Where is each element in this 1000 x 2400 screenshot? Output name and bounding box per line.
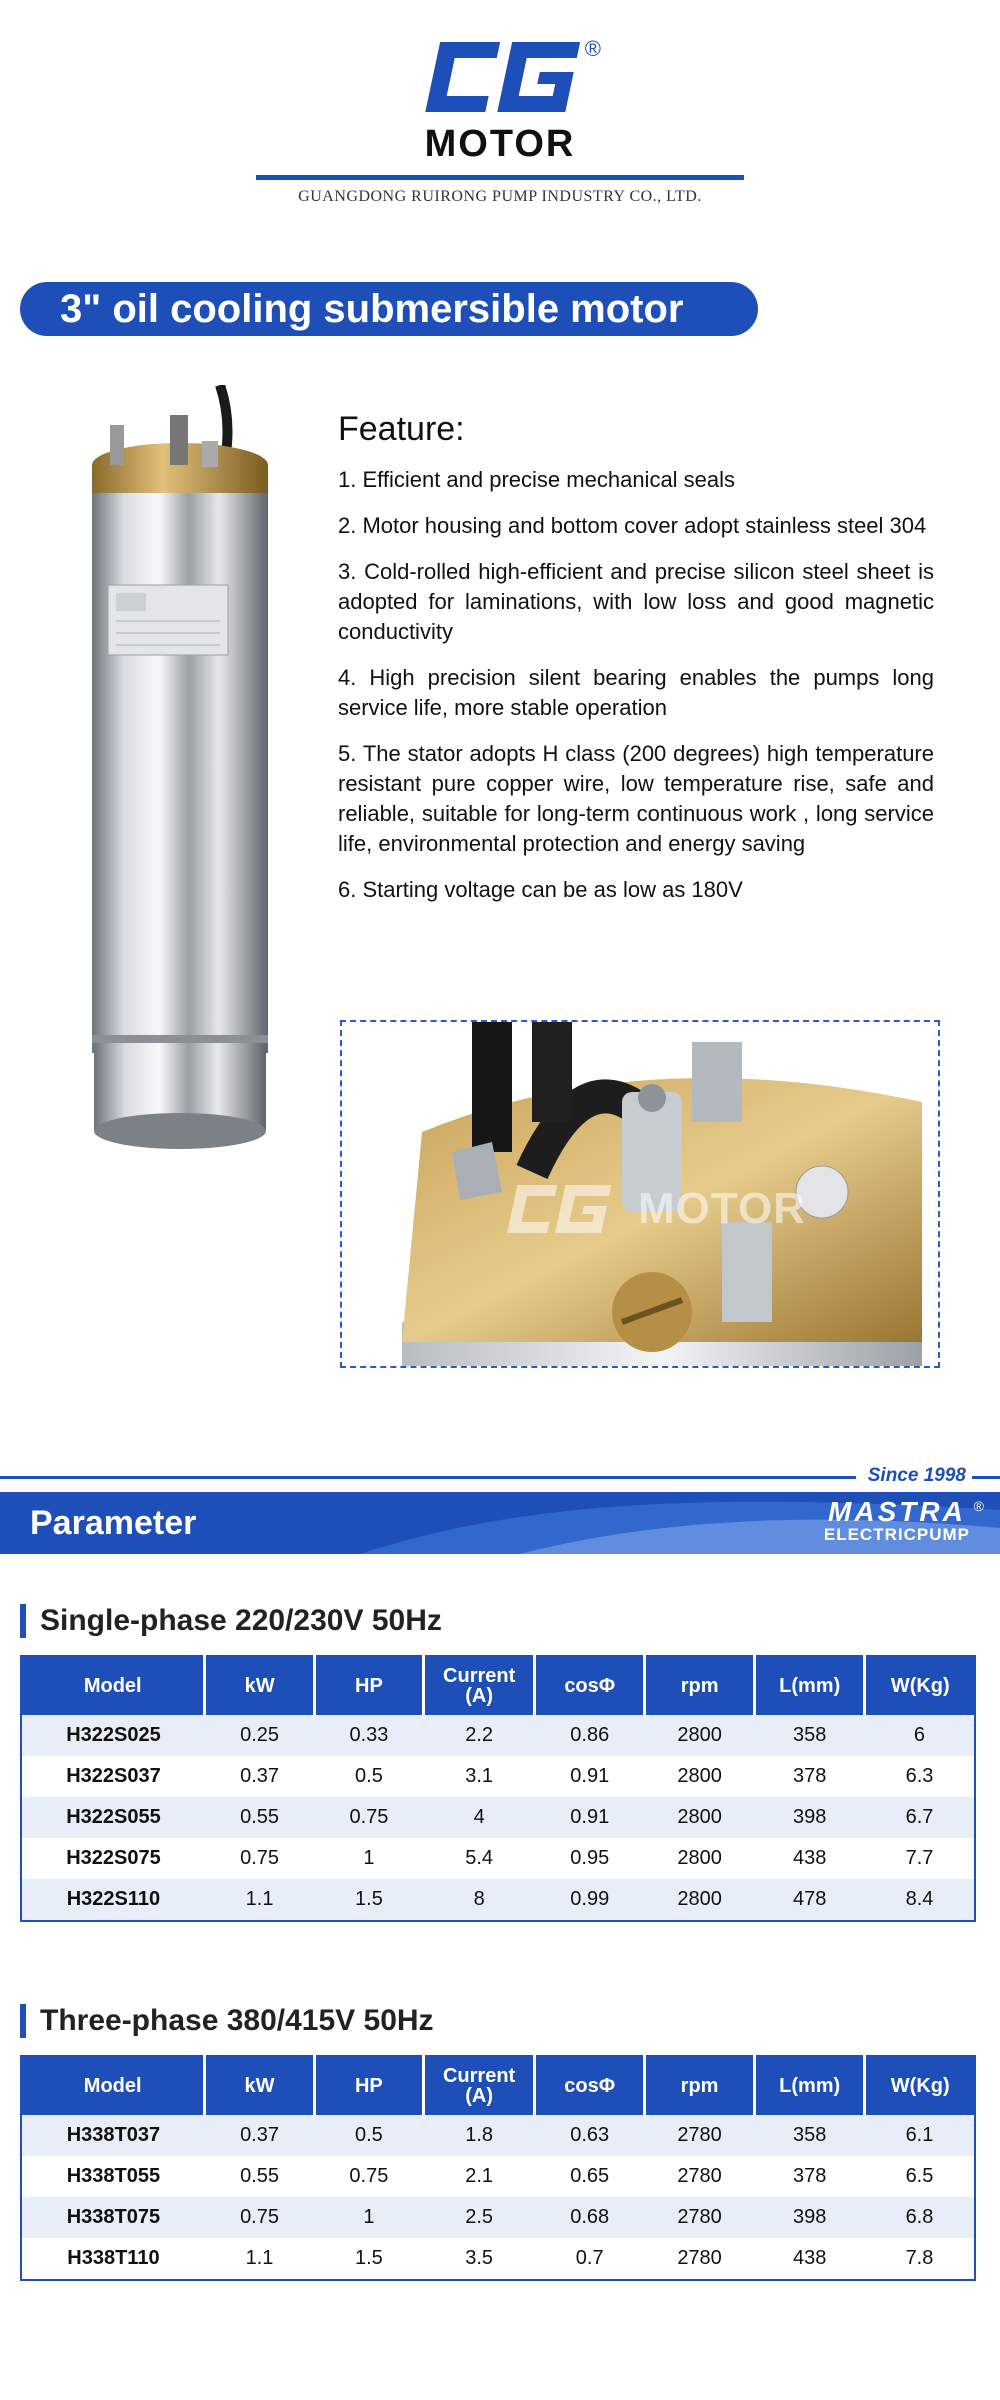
- table-cell: 0.5: [314, 1756, 423, 1797]
- feature-item: 2. Motor housing and bottom cover adopt stainless steel 304: [338, 513, 927, 538]
- model-cell: H322S025: [21, 1715, 205, 1756]
- table-header-row: [21, 2056, 975, 2115]
- table-cell: 0.65: [535, 2156, 645, 2197]
- table-cell: 2780: [645, 2156, 755, 2197]
- table-cell: 1.8: [424, 2115, 535, 2156]
- table-row: [21, 2156, 975, 2197]
- table-cell: 0.99: [535, 1879, 645, 1921]
- since-year: Since 1998: [856, 1465, 972, 1487]
- table-cell: 2800: [645, 1838, 755, 1879]
- table-cell: 1.1: [205, 1879, 314, 1921]
- table-row: [21, 2115, 975, 2156]
- table-cell: 2.1: [424, 2156, 535, 2197]
- table-row: [21, 1797, 975, 1838]
- model-cell: H338T110: [21, 2238, 205, 2280]
- table-cell: 2.5: [424, 2197, 535, 2238]
- feature-item: 5. The stator adopts H class (200 degrees) high temperature resistant pure copper wire, low temperature rise, safe and reliable, suitable for long-term continuous work , long service life, environmental protection and energy saving: [338, 741, 934, 856]
- table-cell: 0.37: [205, 1756, 314, 1797]
- table-cell: 7.8: [865, 2238, 975, 2280]
- column-header: rpm: [645, 2056, 755, 2115]
- column-header: cosΦ: [535, 2056, 645, 2115]
- single-phase-heading: Single-phase 220/230V 50Hz: [20, 1604, 442, 1638]
- feature-heading: Feature:: [338, 410, 465, 448]
- product-title: 3" oil cooling submersible motor: [60, 286, 684, 331]
- mastra-logo-sub: ELECTRICPUMP: [823, 1525, 970, 1544]
- table-cell: 5.4: [424, 1838, 535, 1879]
- table-row: [21, 1838, 975, 1879]
- model-cell: H322S055: [21, 1797, 205, 1838]
- table-cell: 0.68: [535, 2197, 645, 2238]
- table-cell: 6.3: [865, 1756, 975, 1797]
- table-cell: 0.86: [535, 1715, 645, 1756]
- table-cell: 6.1: [865, 2115, 975, 2156]
- mastra-logo-word: MASTRA: [828, 1496, 966, 1527]
- table-cell: 358: [754, 2115, 865, 2156]
- column-header: kW: [205, 2056, 314, 2115]
- column-header: HP: [314, 1656, 423, 1715]
- feature-item: 3. Cold-rolled high-efficient and precise silicon steel sheet is adopted for laminations, with low loss and good magnetic conductivity: [338, 559, 934, 644]
- table-cell: 0.33: [314, 1715, 423, 1756]
- logo-word: MOTOR: [424, 123, 576, 165]
- table-cell: 1: [314, 2197, 423, 2238]
- model-cell: H338T055: [21, 2156, 205, 2197]
- table-cell: 3.5: [424, 2238, 535, 2280]
- motor-image: [80, 385, 280, 1185]
- column-header: Current (A): [424, 2056, 535, 2115]
- table-cell: 2.2: [424, 1715, 535, 1756]
- table-cell: 1: [314, 1838, 423, 1879]
- table-cell: 0.55: [205, 2156, 314, 2197]
- product-title-banner: [20, 282, 758, 336]
- table-cell: 0.75: [314, 1797, 423, 1838]
- table-cell: 2800: [645, 1756, 755, 1797]
- model-cell: H338T037: [21, 2115, 205, 2156]
- watermark: [502, 1182, 806, 1236]
- motor-top-detail-image: [340, 1020, 940, 1368]
- table-cell: 0.95: [535, 1838, 645, 1879]
- column-header: W(Kg): [865, 1656, 975, 1715]
- column-header: W(Kg): [865, 2056, 975, 2115]
- table-row: [21, 2197, 975, 2238]
- table-cell: 0.25: [205, 1715, 314, 1756]
- table-cell: 438: [754, 2238, 865, 2280]
- divider-line: [0, 1476, 1000, 1479]
- company-name: GUANGDONG RUIRONG PUMP INDUSTRY CO., LTD.: [298, 188, 702, 205]
- column-header: kW: [205, 1656, 314, 1715]
- column-header: HP: [314, 2056, 423, 2115]
- table-cell: 0.7: [535, 2238, 645, 2280]
- watermark-logo-icon: [502, 1182, 612, 1236]
- table-cell: 398: [754, 2197, 865, 2238]
- model-cell: H322S075: [21, 1838, 205, 1879]
- column-header: Model: [21, 1656, 205, 1715]
- table-row: [21, 1879, 975, 1921]
- table-cell: 438: [754, 1838, 865, 1879]
- table-cell: 1.1: [205, 2238, 314, 2280]
- table-cell: 2800: [645, 1715, 755, 1756]
- model-cell: H322S110: [21, 1879, 205, 1921]
- table-cell: 6.7: [865, 1797, 975, 1838]
- table-cell: 8: [424, 1879, 535, 1921]
- table-cell: 0.91: [535, 1756, 645, 1797]
- table-cell: 378: [754, 1756, 865, 1797]
- column-header: cosΦ: [535, 1656, 645, 1715]
- table-cell: 378: [754, 2156, 865, 2197]
- table-cell: 7.7: [865, 1838, 975, 1879]
- table-cell: 398: [754, 1797, 865, 1838]
- table-cell: 358: [754, 1715, 865, 1756]
- table-cell: 0.63: [535, 2115, 645, 2156]
- three-phase-table: [20, 2055, 976, 2281]
- table-cell: 3.1: [424, 1756, 535, 1797]
- table-row: [21, 2238, 975, 2280]
- watermark-text: MOTOR: [638, 1184, 806, 1233]
- table-cell: 6.5: [865, 2156, 975, 2197]
- feature-item: 1. Efficient and precise mechanical seals: [338, 467, 736, 492]
- table-cell: 0.5: [314, 2115, 423, 2156]
- table-row: [21, 1715, 975, 1756]
- column-header: Model: [21, 2056, 205, 2115]
- column-header: L(mm): [754, 2056, 865, 2115]
- mastra-logo: [823, 1496, 984, 1544]
- registered-mark: ®: [973, 1498, 984, 1514]
- column-header: rpm: [645, 1656, 755, 1715]
- column-header: L(mm): [754, 1656, 865, 1715]
- table-cell: 0.55: [205, 1797, 314, 1838]
- logo-underline: [256, 175, 744, 180]
- column-header: Current (A): [424, 1656, 535, 1715]
- feature-list: [338, 410, 934, 921]
- parameter-title: Parameter: [30, 1504, 197, 1542]
- table-cell: 0.91: [535, 1797, 645, 1838]
- feature-item: 6. Starting voltage can be as low as 180V: [338, 877, 743, 902]
- table-cell: 8.4: [865, 1879, 975, 1921]
- table-cell: 2780: [645, 2238, 755, 2280]
- table-row: [21, 1756, 975, 1797]
- single-phase-table: [20, 1655, 976, 1922]
- table-cell: 2800: [645, 1879, 755, 1921]
- table-cell: 0.75: [205, 2197, 314, 2238]
- table-cell: 2780: [645, 2197, 755, 2238]
- table-cell: 4: [424, 1797, 535, 1838]
- table-cell: 478: [754, 1879, 865, 1921]
- three-phase-heading: Three-phase 380/415V 50Hz: [20, 2004, 434, 2038]
- feature-item: 4. High precision silent bearing enables the pumps long service life, more stable operation: [338, 665, 934, 720]
- table-cell: 6.8: [865, 2197, 975, 2238]
- table-cell: 1.5: [314, 2238, 423, 2280]
- table-header-row: [21, 1656, 975, 1715]
- cg-logo-icon: [419, 36, 601, 116]
- table-cell: 0.37: [205, 2115, 314, 2156]
- table-cell: 1.5: [314, 1879, 423, 1921]
- model-cell: H338T075: [21, 2197, 205, 2238]
- table-cell: 6: [865, 1715, 975, 1756]
- model-cell: H322S037: [21, 1756, 205, 1797]
- parameter-banner: [0, 1492, 1000, 1554]
- registered-mark: ®: [584, 36, 601, 61]
- table-cell: 0.75: [314, 2156, 423, 2197]
- table-cell: 2780: [645, 2115, 755, 2156]
- brand-header: [0, 38, 1000, 166]
- table-cell: 0.75: [205, 1838, 314, 1879]
- table-cell: 2800: [645, 1797, 755, 1838]
